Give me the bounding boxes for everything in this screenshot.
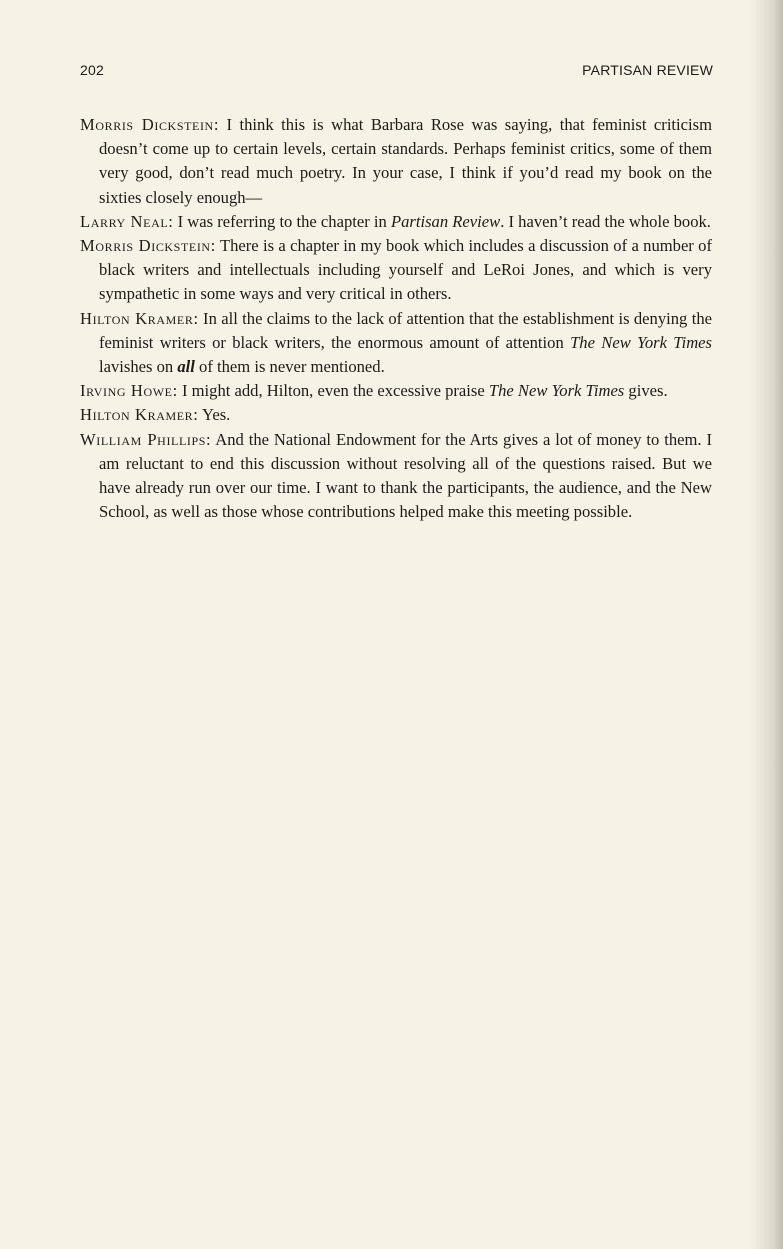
page-edge-shadow — [749, 0, 783, 1249]
speaker-name: Morris Dickstein: — [80, 115, 220, 134]
utterance-text: of them is never mentioned. — [194, 357, 385, 377]
exchange-paragraph — [80, 307, 712, 380]
utterance-text: And the National Endowment for the Arts gives a lot of money to them. I am reluctant to end this discussion without resolving all of the questions raised. But we have already run over our time. I want to thank the participants, the audience, and the New School, as well as those whose contributions helped make this meeting possible. — [99, 429, 712, 522]
exchange-paragraph — [80, 113, 712, 210]
utterance-text: I was referring to the chapter in — [173, 211, 391, 231]
publication-title: Partisan Review — [390, 211, 501, 231]
running-head — [80, 62, 713, 84]
journal-title: PARTISAN REVIEW — [582, 62, 713, 78]
utterance-text: There is a chapter in my book which includes a discussion of a number of black writers and intellectuals including yourself and LeRoi Jones, and which is very sympathetic in some ways and very critical in others. — [99, 236, 712, 304]
utterance-text: gives. — [624, 381, 668, 401]
utterance-text: In all the claims to the lack of attention that the establishment is denying the feminist writers or black writers, the enormous amount of attention — [99, 308, 712, 352]
speaker-name: Irving Howe: — [80, 381, 178, 401]
transcript-body — [80, 113, 712, 524]
publication-title: The New York Times — [570, 332, 712, 352]
utterance-text: Yes. — [198, 405, 231, 425]
exchange-paragraph — [80, 428, 712, 525]
speaker-name: Hilton Kramer: — [80, 405, 199, 425]
page-number: 202 — [80, 62, 104, 78]
utterance-text: lavishes on — [99, 357, 178, 377]
speaker-name: Hilton Kramer: — [80, 308, 199, 328]
exchange-paragraph — [80, 210, 712, 234]
speaker-name: William Phillips: — [80, 429, 212, 449]
publication-title: The New York Times — [488, 381, 625, 401]
utterance-text: . I haven’t read the whole book. — [500, 211, 711, 231]
exchange-paragraph — [80, 234, 712, 307]
speaker-name: Morris Dickstein: — [80, 236, 216, 256]
exchange-paragraph — [80, 403, 712, 427]
exchange-paragraph — [80, 379, 712, 403]
speaker-name: Larry Neal: — [80, 211, 174, 231]
emphasized-word: all — [177, 357, 195, 377]
utterance-text: I think this is what Barbara Rose was saying, that feminist criticism doesn’t come up to certain levels, certain standards. Perhaps feminist critics, some of them very good, don’t read much poetry. In your case, I think if you’d read my book on the sixties closely enough— — [99, 115, 712, 207]
utterance-text: I might add, Hilton, even the excessive praise — [177, 381, 489, 401]
